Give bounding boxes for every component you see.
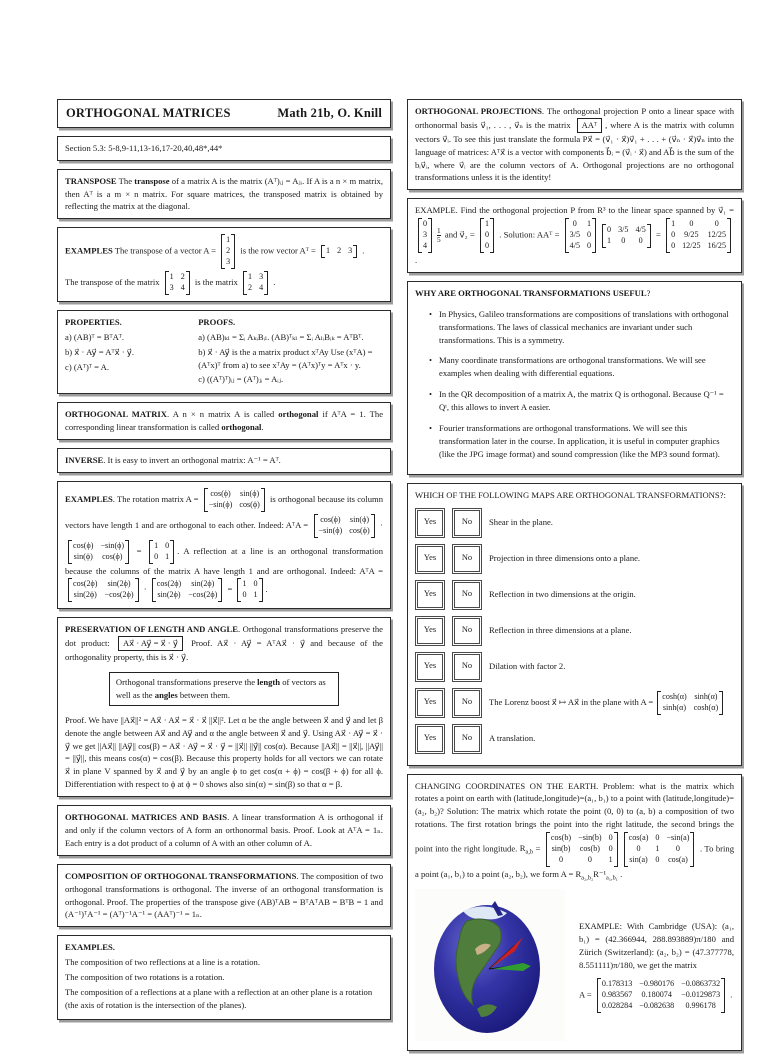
no-button[interactable]: No [452,544,482,574]
examples-composition-box [57,935,391,1019]
quiz-item-label: Projection in three dimensions onto a plane. [489,552,734,565]
examples-composition-title: EXAMPLES. [65,941,383,954]
quiz-item-label: A translation. [489,732,734,745]
properties-column [65,316,188,388]
quiz-row [415,544,734,574]
properties-items [65,331,188,374]
proofs-title: PROOFS. [198,316,383,329]
quiz-title: WHICH OF THE FOLLOWING MAPS ARE ORTHOGONAL TRANSFORMATIONS?: [415,489,734,502]
earth-globe-figure [415,889,565,1045]
matrix: cos(2ϕ) sin(2ϕ) sin(2ϕ) −cos(2ϕ) [152,578,223,602]
matrix: 0 3 4 [418,218,432,253]
quiz-item-label: Reflection in two dimensions at the origin. [489,588,734,601]
matrix: 1 0 0 1 [237,578,262,602]
quiz-item-label: Reflection in three dimensions at a plane. [489,624,734,637]
section-box [57,136,391,161]
list-item: b) x⃗ · Ay⃗ is the a matrix product xᵀAy Use (xᵀA) = (Aᵀx)ᵀ from a) to see xᵀAy = (Aᵀx)ᵀy = Aᵀx · y. [198,346,383,372]
list-item: • In the QR decomposition of a matrix A, the matrix Q is orthogonal. Because Q⁻¹ = Qᵗ, this allows to invert A easier. [429,388,734,414]
earth-problem: CHANGING COORDINATES ON THE EARTH. Problem: what is the matrix which rotates a point on earth with (latitude,longitude)=(a₁, b₁) to a point with (latitude,longitude)=(a₂, b₂)? Solution: The matrix which rotate the point (0, 0) to (a, b) a composition of two rotations. The first rotation brings the point into the right latitude, the second brings the point into the right longitude. $R_{a,b}$ = cos(b) −sin(b) 0 sin(b) cos(b) 0 0 0 1 cos(a) 0 −sin(a) 0 1 0 sin(a) 0 cos(a) . To bring a point (a₁, b₁) to a point (a₂, b₂), we form $A = R_{a_2,b_2}R^{-1}_{a_1,b_1}$ . [415,780,734,883]
list-item: b) x⃗ · Ay⃗ = Aᵀx⃗ · y⃗. [65,346,188,359]
matrix: 1 2 3 4 [165,271,190,295]
proofs-column [198,316,383,388]
no-button[interactable]: No [452,580,482,610]
no-button[interactable]: No [452,652,482,682]
yes-button[interactable]: Yes [415,580,445,610]
matrix: 1 2 3 [321,245,357,258]
quiz-row [415,580,734,610]
matrix: cos(2ϕ) sin(2ϕ) sin(2ϕ) −cos(2ϕ) [68,578,139,602]
list-item: c) (Aᵀ)ᵀ = A. [65,361,188,374]
quiz-item-label: Dilation with factor 2. [489,660,734,673]
no-button[interactable]: No [452,724,482,754]
page-title: ORTHOGONAL MATRICES [66,104,231,123]
yes-button[interactable]: Yes [415,544,445,574]
list-item: The composition of two rotations is a rotation. [65,971,383,984]
quiz-row [415,688,734,718]
earth-example-matrix: A = 0.178313 −0.980176 −0.0863732 0.983567 0.180074 −0.0129873 0.028284 −0.082638 0.996178 . [579,977,734,1014]
yes-button[interactable]: Yes [415,688,445,718]
properties-box [57,310,391,394]
matrix: cos(ϕ) sin(ϕ) −sin(ϕ) cos(ϕ) [314,514,375,538]
left-column [57,99,391,1028]
example-line-2: The transpose of the matrix 1 2 3 4 is the matrix 1 3 2 4 . [65,270,383,296]
why-useful-bullets [415,308,734,461]
proofs-items [198,331,383,387]
earth-example-text [579,920,734,1014]
why-useful-box [407,281,742,475]
composition-box: COMPOSITION OF ORTHOGONAL TRANSFORMATIONS. The composition of two orthogonal transformations is orthogonal. The inverse of an orthogonal transformation is orthogonal. Proof. The properties of the transpose give (AB)ᵀAB = BᵀAᵀAB = BᵀB = 1 and (A⁻¹)ᵀA⁻¹ = (Aᵀ)⁻¹A⁻¹ = (AAᵀ)⁻¹ = 1ₙ. [57,864,391,928]
course-label: Math 21b, O. Knill [277,104,382,123]
matrix: 0.178313 −0.980176 −0.0863732 0.983567 0.180074 −0.0129873 0.028284 −0.082638 0.996178 [597,978,725,1013]
quiz-row [415,652,734,682]
yes-button[interactable]: Yes [415,724,445,754]
preservation-box [57,617,391,797]
list-item: The composition of a reflections at a plane with a reflection at an other plane is a rotation (the axis of rotation is the intersection of the planes). [65,986,383,1012]
preservation-lead: PRESERVATION OF LENGTH AND ANGLE. Orthogonal transformations preserve the dot product: Ax⃗ · Ay⃗ = x⃗ · y⃗ Proof. Ax⃗ · Ay⃗ = AᵀAx⃗ · y⃗ and because of the orthogonality property, this is x⃗ · y⃗. [65,623,383,664]
title-box [57,99,391,128]
yes-button[interactable]: Yes [415,616,445,646]
quiz-item-label: The Lorenz boost x⃗ ↦ Ax⃗ in the plane with A = cosh(α) sinh(α) sinh(α) cosh(α) [489,690,734,716]
right-column [407,99,742,1059]
examples-composition-lines [65,956,383,1012]
preservation-note-box: Orthogonal transformations preserve the length of vectors as well as the angles between them. [109,672,339,706]
projections-box: ORTHOGONAL PROJECTIONS. The orthogonal projection P onto a linear space with orthonormal basis v⃗₁, . . . , v⃗ₙ is the matrix AAᵀ , where A is the matrix with column vectors v⃗ᵢ. To see this just translate the formula Px⃗ = (v⃗₁ · x⃗)v⃗₁ + . . . + (v⃗ₙ · x⃗)v⃗ₙ into the language of matrices: Aᵀx⃗ is a vector with components b⃗ᵢ = (v⃗ᵢ · x⃗) and Ab⃗ is the sum of the bᵢv⃗ᵢ, where v⃗ᵢ are the column vectors of A. Orthogonal projections are no orthogonal transformations unless it is the identity! [407,99,742,190]
matrix: cos(ϕ) sin(ϕ) −sin(ϕ) cos(ϕ) [204,488,265,512]
example-line-1: EXAMPLES The transpose of a vector A = 1 2 3 is the row vector Aᵀ = 1 2 3 . [65,233,383,270]
inverse-box: INVERSE. It is easy to invert an orthogonal matrix: A⁻¹ = Aᵀ. [57,448,391,473]
quiz-row [415,724,734,754]
preservation-proof: Proof. We have ||Ax⃗||² = Ax⃗ · Ax⃗ = x⃗ · x⃗ ||x⃗||². Let α be the angle between x⃗ and y⃗ and let β denote the angle between Ax⃗ and Ay⃗ and α the angle between x⃗ and y⃗. Using Ax⃗ · Ay⃗ = x⃗ · y⃗ we get ||Ax⃗|| ||Ay⃗|| cos(β) = Ax⃗ · Ay⃗ = x⃗ · y⃗ = ||x⃗|| ||y⃗|| cos(α). Because ||Ax⃗|| = ||x⃗||, ||Ay⃗|| = ||y⃗||, this means cos(α) = cos(β). Because this property holds for all vectors we can rotate x⃗ in plane V spanned by x⃗ and y⃗ by an angle ϕ to get cos(α + ϕ) = cos(β + ϕ) for all ϕ. Differentiation with respect to ϕ at ϕ = 0 shows also sin(α) = sin(β) so that α = β. [65,714,383,791]
matrix: 0 1 3/5 0 4/5 0 [565,218,596,253]
matrix: 1 0 0 1 [149,540,174,564]
examples-transpose-box [57,227,391,302]
earth-globe-image [415,889,565,1041]
no-button[interactable]: No [452,688,482,718]
list-item: c) ((Aᵀ)ᵀ)ᵢⱼ = (Aᵀ)ⱼᵢ = Aᵢⱼ. [198,373,383,386]
framed-formula: Ax⃗ · Ay⃗ = x⃗ · y⃗ [118,636,183,651]
earth-figure-row [415,889,734,1045]
basis-box: ORTHOGONAL MATRICES AND BASIS. A linear transformation A is orthogonal if and only if the column vectors of A form an orthonormal basis. Proof. Look at AᵀA = 1ₙ. Each entry is a dot product of a column of A with an other column of A. [57,805,391,856]
no-button[interactable]: No [452,508,482,538]
matrix: 1 0 0 0 9/25 12/25 0 12/25 16/25 [666,218,731,253]
quiz-rows [415,508,734,754]
matrix: 0 3/5 4/5 1 0 0 [602,224,651,248]
earth-box [407,774,742,1051]
examples-rotation-box: EXAMPLES. The rotation matrix A = cos(ϕ) sin(ϕ) −sin(ϕ) cos(ϕ) is orthogonal because its column vectors have length 1 and are orthogonal to each other. Indeed: AᵀA = cos(ϕ) sin(ϕ) −sin(ϕ) cos(ϕ) · cos(ϕ) −sin(ϕ) sin(ϕ) cos(ϕ) = 1 0 0 1 . A reflection at a line is an orthogonal transformation because the columns of the matrix A have length 1 and are orthogonal. Indeed: AᵀA = cos(2ϕ) sin(2ϕ) sin(2ϕ) −cos(2ϕ) · cos(2ϕ) sin(2ϕ) sin(2ϕ) −cos(2ϕ) = 1 0 0 1 . [57,481,391,609]
list-item: The composition of two reflections at a line is a rotation. [65,956,383,969]
yes-button[interactable]: Yes [415,652,445,682]
list-item: • Fourier transformations are orthogonal transformations. We will see this transformation later in the course. In application, it is useful in computer graphics (like the JPG image format) and sound compression (like the MP3 sound format). [429,422,734,461]
matrix: 1 2 3 [221,234,235,269]
transpose-box: TRANSPOSE The transpose of a matrix A is the matrix (Aᵀ)ᵢⱼ = Aⱼᵢ. If A is a n × m matrix, then Aᵀ is a m × n matrix. For square matrices, the transposed matrix is obtained by reflecting the matrix at the diagonal. [57,169,391,220]
properties-title: PROPERTIES. [65,316,188,329]
matrix: cosh(α) sinh(α) sinh(α) cosh(α) [657,691,723,715]
list-item: a) (AB)ₖₗ = Σᵢ AₖᵢBᵢₗ. (AB)ᵀₖₗ = Σᵢ AₗᵢBᵢₖ = AᵀBᵀ. [198,331,383,344]
section-text: Section 5.3: 5-8,9-11,13-16,17-20,40,48*,44* [65,143,222,153]
framed-formula: AAᵀ [577,118,603,133]
matrix: 1 0 0 [480,218,494,253]
earth-example: EXAMPLE: With Cambridge (USA): (a₁, b₁) = (42.366944, 288.893889)π/180 and Zürich (Switzerland): (a₂, b₂) = (47.377778, 8.551111)π/180, we get the matrix [579,920,734,972]
orthogonal-matrix-box: ORTHOGONAL MATRIX. A n × n matrix A is called orthogonal if AᵀA = 1. The corresponding linear transformation is called orthogonal. [57,402,391,440]
quiz-row [415,616,734,646]
why-useful-title: WHY ARE ORTHOGONAL TRANSFORMATIONS USEFUL? [415,287,734,300]
list-item: a) (AB)ᵀ = BᵀAᵀ. [65,331,188,344]
matrix: cos(b) −sin(b) 0 sin(b) cos(b) 0 0 0 1 [546,832,618,867]
quiz-box [407,483,742,766]
list-item: • Many coordinate transformations are orthogonal transformations. We will see examples when dealing with differential equations. [429,354,734,380]
list-item: • In Physics, Galileo transformations are compositions of translations with orthogonal transformations. The laws of classical mechanics are invariant under such transformations. This is a symmetry. [429,308,734,347]
example-projection-box: EXAMPLE. Find the orthogonal projection P from R³ to the linear space spanned by v⃗₁ = 0 3 4 $\frac{1}{5}$ and v⃗₂ = 1 0 0 . Solution: AAᵀ = 0 1 3/5 0 4/5 0 0 3/5 4/5 1 0 0 = 1 0 0 0 9/25 12/25 0 12/25 16/25 . [407,198,742,273]
quiz-row [415,508,734,538]
matrix: 1 3 2 4 [243,271,268,295]
no-button[interactable]: No [452,616,482,646]
matrix: cos(ϕ) −sin(ϕ) sin(ϕ) cos(ϕ) [68,540,129,564]
quiz-item-label: Shear in the plane. [489,516,734,529]
yes-button[interactable]: Yes [415,508,445,538]
matrix: cos(a) 0 −sin(a) 0 1 0 sin(a) 0 cos(a) [624,832,695,867]
